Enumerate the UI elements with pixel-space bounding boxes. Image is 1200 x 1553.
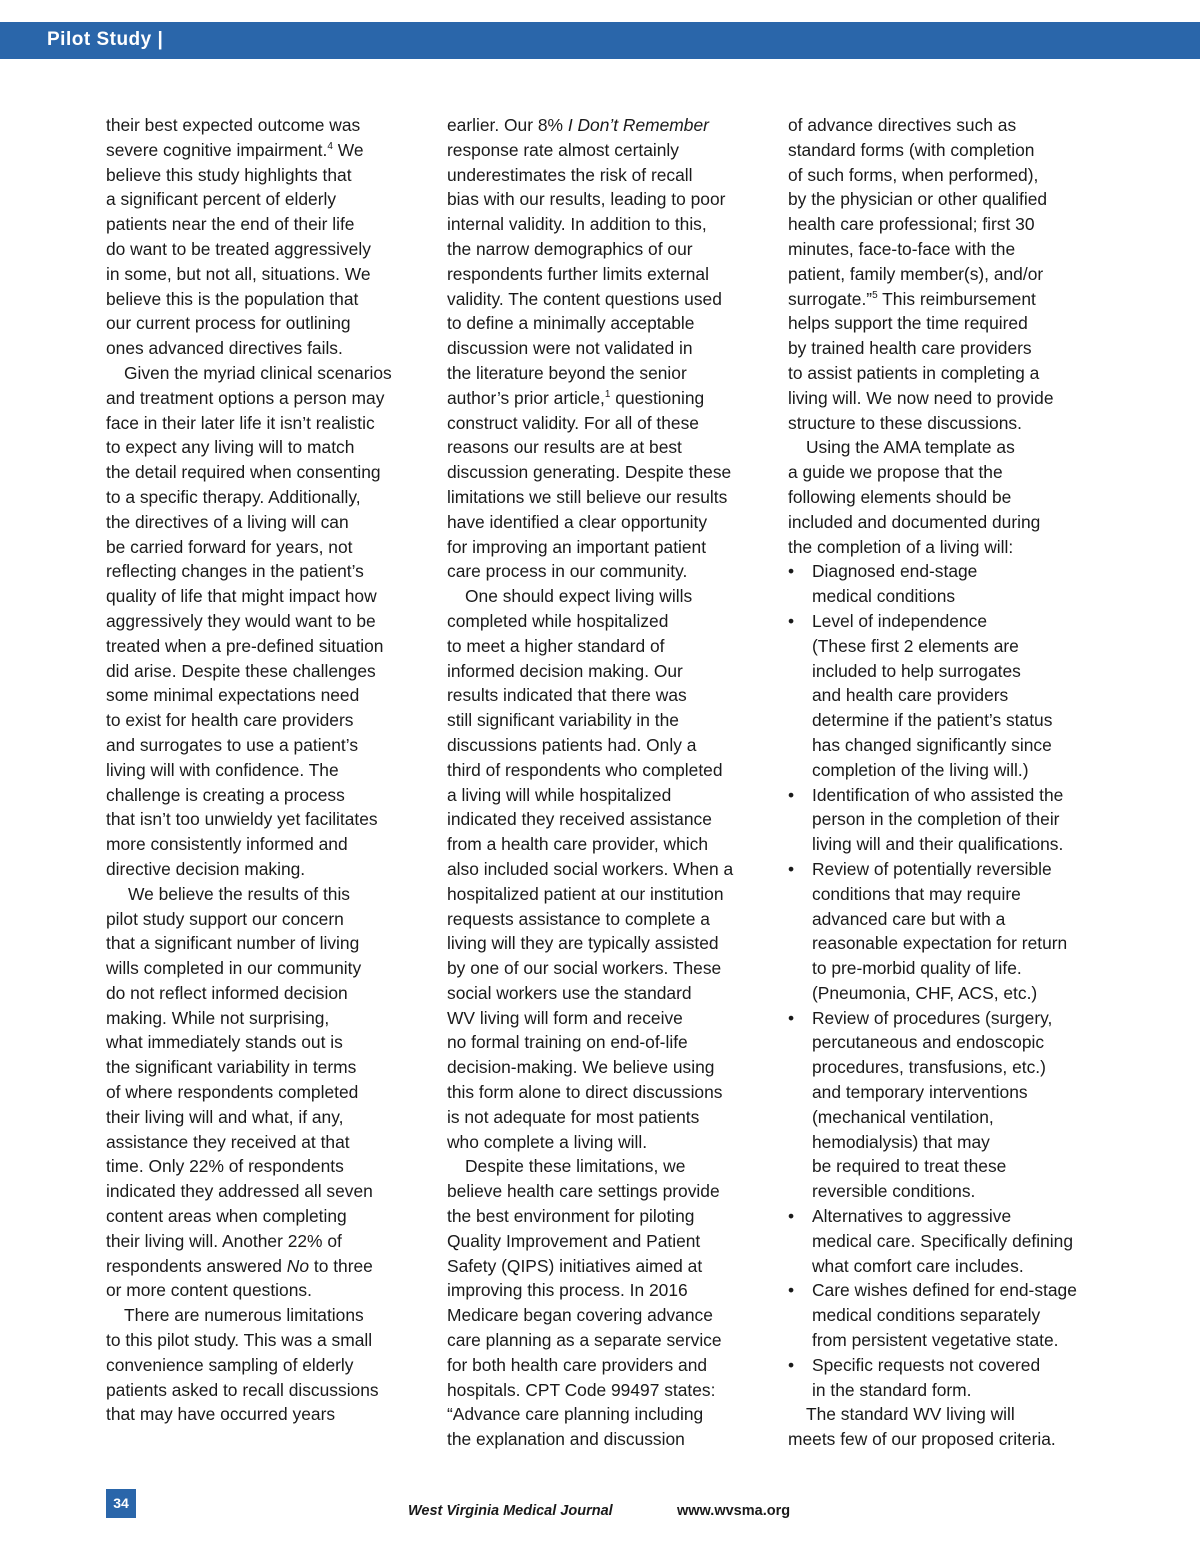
list-item: [788, 1006, 1100, 1204]
text-line: (mechanical ventilation,: [812, 1106, 994, 1127]
text-line: also included social workers. When a: [447, 858, 734, 879]
text-line: respondents further limits external: [447, 263, 709, 284]
text-line: in the standard form.: [812, 1379, 972, 1400]
text-line: some minimal expectations need: [106, 685, 360, 706]
text-line: the directives of a living will can: [106, 511, 349, 532]
text-line: their living will and what, if any,: [106, 1106, 344, 1127]
text-line: discussion generating. Despite these: [447, 462, 732, 483]
text-line: a living will while hospitalized: [447, 784, 672, 805]
text-line: Quality Improvement and Patient: [447, 1230, 701, 1251]
text-line: by trained health care providers: [788, 338, 1032, 359]
paragraph: [447, 113, 759, 584]
criteria-list: [788, 559, 1100, 1402]
text-line: is not adequate for most patients: [447, 1106, 700, 1127]
header-bar: [0, 22, 1200, 59]
paragraph: [106, 1303, 418, 1427]
text-line: living will with confidence. The: [106, 759, 339, 780]
text-line: the significant variability in terms: [106, 1057, 357, 1078]
text-line: what immediately stands out is: [106, 1032, 343, 1053]
text-line: (Pneumonia, CHF, ACS, etc.): [812, 982, 1038, 1003]
text-line: meets few of our proposed criteria.: [788, 1429, 1056, 1450]
text-line: improving this process. In 2016: [447, 1280, 688, 1301]
text-line: The standard WV living will: [806, 1404, 1015, 1425]
text-line: has changed significantly since: [812, 734, 1052, 755]
text-line: hospitals. CPT Code 99497 states:: [447, 1379, 716, 1400]
text-line: underestimates the risk of recall: [447, 164, 693, 185]
text-line: minutes, face-to-face with the: [788, 238, 1016, 259]
text-line: conditions that may require: [812, 883, 1021, 904]
bullet-icon: •: [788, 1280, 795, 1301]
list-item: [788, 1353, 1100, 1403]
text-line: indicated they addressed all seven: [106, 1181, 373, 1202]
text-line: Despite these limitations, we: [465, 1156, 686, 1177]
italic-term: I Don’t Remember: [567, 115, 709, 135]
text-line: requests assistance to complete a: [447, 908, 710, 929]
text-line: for both health care providers and: [447, 1354, 708, 1375]
text-line: more consistently informed and: [106, 834, 348, 855]
text-line: this form alone to direct discussions: [447, 1082, 723, 1103]
text-line: have identified a clear opportunity: [447, 511, 708, 532]
text-line: construct validity. For all of these: [447, 412, 699, 433]
text-line: following elements should be: [788, 486, 1012, 507]
list-item: [788, 1204, 1100, 1278]
text-line: quality of life that might impact how: [106, 586, 377, 607]
text-line: reasonable expectation for return: [812, 933, 1068, 954]
text-line: decision-making. We believe using: [447, 1057, 715, 1078]
list-item: [788, 609, 1100, 783]
text-line: Medicare began covering advance: [447, 1305, 713, 1326]
text-line: response rate almost certainly: [447, 139, 679, 160]
text-line: the best environment for piloting: [447, 1206, 695, 1227]
text-line: Given the myriad clinical scenarios: [124, 362, 392, 383]
paragraph: [447, 1154, 759, 1452]
list-item: [788, 783, 1100, 857]
text-line: determine if the patient’s status: [812, 710, 1053, 731]
text-line: Safety (QIPS) initiatives aimed at: [447, 1255, 703, 1276]
text-line: to this pilot study. This was a small: [106, 1330, 373, 1351]
text-line: to expect any living will to match: [106, 437, 355, 458]
text-line: reasons our results are at best: [447, 437, 682, 458]
text-line: living will they are typically assisted: [447, 933, 719, 954]
text-line: by one of our social workers. These: [447, 958, 722, 979]
text-line: Care wishes defined for end-stage: [812, 1280, 1077, 1301]
text-line: discussion were not validated in: [447, 338, 693, 359]
text-line: informed decision making. Our: [447, 660, 683, 681]
text-line: standard forms (with completion: [788, 139, 1035, 160]
text-line: Review of potentially reversible: [812, 858, 1052, 879]
text-line: procedures, transfusions, etc.): [812, 1057, 1046, 1078]
italic-term: No: [286, 1255, 310, 1276]
text-line: the detail required when consenting: [106, 462, 381, 483]
bullet-icon: •: [788, 1354, 795, 1375]
text-line: health care professional; first 30: [788, 214, 1035, 235]
list-item: [788, 857, 1100, 1006]
text-line: pilot study support our concern: [106, 908, 344, 929]
text-line: believe health care settings provide: [447, 1181, 720, 1202]
bullet-icon: •: [788, 561, 795, 582]
text-line: do want to be treated aggressively: [106, 238, 371, 259]
paragraph: [106, 113, 418, 361]
text-line: and surrogates to use a patient’s: [106, 734, 359, 755]
text-line: Identification of who assisted the: [812, 784, 1064, 805]
text-line: be required to treat these: [812, 1156, 1007, 1177]
text-line: WV living will form and receive: [447, 1007, 683, 1028]
text-line: the explanation and discussion: [447, 1429, 685, 1450]
text-line: percutaneous and endoscopic: [812, 1032, 1045, 1053]
text-line: person in the completion of their: [812, 809, 1060, 830]
text-line: reflecting changes in the patient’s: [106, 561, 364, 582]
text-line: Level of independence: [812, 610, 988, 631]
text-line: to pre-morbid quality of life.: [812, 958, 1022, 979]
text-line: “Advance care planning including: [447, 1404, 704, 1425]
text-line: for improving an important patient: [447, 536, 707, 557]
paragraph: [106, 361, 418, 882]
text-line: included and documented during: [788, 511, 1041, 532]
text-line: from a health care provider, which: [447, 834, 708, 855]
text-line: ones advanced directives fails.: [106, 338, 343, 359]
text-line: to define a minimally acceptable: [447, 313, 695, 334]
text-line: the narrow demographics of our: [447, 238, 693, 259]
text-line: our current process for outlining: [106, 313, 351, 334]
text-line: and temporary interventions: [812, 1082, 1028, 1103]
text-line: living will and their qualifications.: [812, 834, 1064, 855]
text-line: and treatment options a person may: [106, 387, 385, 408]
text-line: from persistent vegetative state.: [812, 1330, 1059, 1351]
text-line: content areas when completing: [106, 1206, 347, 1227]
text-line: Using the AMA template as: [806, 437, 1015, 458]
text-line: earlier. Our 8% I Don’t Remember: [447, 115, 709, 135]
text-line: of where respondents completed: [106, 1082, 359, 1103]
column-2: [447, 113, 759, 1452]
journal-name: West Virginia Medical Journal: [408, 1503, 613, 1519]
text-line: treated when a pre-defined situation: [106, 635, 384, 656]
text-line: to a specific therapy. Additionally,: [106, 486, 361, 507]
text-line: believe this is the population that: [106, 288, 359, 309]
text-line: challenge is creating a process: [106, 784, 345, 805]
text-line: (These first 2 elements are: [812, 635, 1019, 656]
website-url: www.wvsma.org: [677, 1503, 791, 1519]
text-line: that a significant number of living: [106, 933, 360, 954]
text-line: bias with our results, leading to poor: [447, 189, 726, 210]
text-line: and health care providers: [812, 685, 1009, 706]
bullet-icon: •: [788, 858, 795, 879]
text-line: hospitalized patient at our institution: [447, 883, 724, 904]
text-line: One should expect living wills: [465, 586, 693, 607]
bullet-icon: •: [788, 1206, 795, 1227]
text-line: advanced care but with a: [812, 908, 1006, 929]
text-line: still significant variability in the: [447, 710, 679, 731]
text-line: a significant percent of elderly: [106, 189, 337, 210]
text-line: convenience sampling of elderly: [106, 1354, 354, 1375]
text-line: limitations we still believe our results: [447, 486, 728, 507]
paragraph: [106, 882, 418, 1304]
bullet-icon: •: [788, 784, 795, 805]
text-line: medical care. Specifically defining: [812, 1230, 1073, 1251]
text-line: to exist for health care providers: [106, 710, 354, 731]
text-line: the literature beyond the senior: [447, 362, 687, 383]
text-line: severe cognitive impairment.$^4$ We: [106, 139, 364, 160]
text-line: the completion of a living will:: [788, 536, 1014, 557]
text-line: a guide we propose that the: [788, 462, 1003, 483]
text-line: face in their later life it isn’t realistic: [106, 412, 375, 433]
text-line: Review of procedures (surgery,: [812, 1007, 1053, 1028]
text-line: or more content questions.: [106, 1280, 312, 1301]
text-line: to meet a higher standard of: [447, 635, 665, 656]
text-line: care planning as a separate service: [447, 1330, 722, 1351]
text-line: structure to these discussions.: [788, 412, 1022, 433]
text-line: no formal training on end-of-life: [447, 1032, 688, 1053]
text-line: their best expected outcome was: [106, 115, 361, 135]
text-line: aggressively they would want to be: [106, 610, 376, 631]
text-line: to assist patients in completing a: [788, 362, 1040, 383]
list-item: [788, 559, 1100, 609]
paragraph: [788, 1402, 1100, 1452]
text-line: be carried forward for years, not: [106, 536, 353, 557]
text-line: by the physician or other qualified: [788, 189, 1048, 210]
text-line: patients near the end of their life: [106, 214, 355, 235]
text-line: We believe the results of this: [128, 883, 351, 904]
text-line: of advance directives such as: [788, 115, 1017, 135]
text-line: results indicated that there was: [447, 685, 687, 706]
text-line: patients asked to recall discussions: [106, 1379, 379, 1400]
text-line: medical conditions: [812, 586, 956, 607]
text-line: social workers use the standard: [447, 982, 692, 1003]
text-line: surrogate.”$^5$ This reimbursement: [788, 288, 1036, 309]
text-line: that may have occurred years: [106, 1404, 336, 1425]
text-line: reversible conditions.: [812, 1181, 976, 1202]
column-3: [788, 113, 1100, 1452]
text-line: included to help surrogates: [812, 660, 1021, 681]
text-line: in some, but not all, situations. We: [106, 263, 371, 284]
text-line: did arise. Despite these challenges: [106, 660, 376, 681]
paragraph: [447, 584, 759, 1154]
text-line: Diagnosed end-stage: [812, 561, 978, 582]
text-line: living will. We now need to provide: [788, 387, 1054, 408]
text-line: completed while hospitalized: [447, 610, 669, 631]
text-line: Alternatives to aggressive: [812, 1206, 1012, 1227]
text-line: respondents answered No to three: [106, 1255, 373, 1276]
text-line: what comfort care includes.: [812, 1255, 1024, 1276]
text-line: wills completed in our community: [106, 958, 362, 979]
bullet-icon: •: [788, 1007, 795, 1028]
text-line: medical conditions separately: [812, 1305, 1041, 1326]
text-line: who complete a living will.: [447, 1131, 648, 1152]
text-line: internal validity. In addition to this,: [447, 214, 707, 235]
text-line: patient, family member(s), and/or: [788, 263, 1044, 284]
text-line: validity. The content questions used: [447, 288, 722, 309]
text-line: of such forms, when performed),: [788, 164, 1039, 185]
paragraph: [788, 113, 1100, 435]
citation: 1: [604, 388, 611, 400]
text-line: assistance they received at that: [106, 1131, 350, 1152]
text-line: author’s prior article,$^1$ questioning: [447, 387, 705, 408]
paragraph: [788, 435, 1100, 559]
bullet-icon: •: [788, 610, 795, 631]
section-title: Pilot Study |: [47, 29, 164, 50]
list-item: [788, 1278, 1100, 1352]
text-line: Specific requests not covered: [812, 1354, 1041, 1375]
text-line: completion of the living will.): [812, 759, 1029, 780]
page-number: 34: [106, 1489, 136, 1518]
text-line: third of respondents who completed: [447, 759, 723, 780]
text-line: their living will. Another 22% of: [106, 1230, 342, 1251]
text-line: discussions patients had. Only a: [447, 734, 697, 755]
text-line: making. While not surprising,: [106, 1007, 330, 1028]
text-line: care process in our community.: [447, 561, 688, 582]
text-line: helps support the time required: [788, 313, 1028, 334]
text-line: There are numerous limitations: [124, 1305, 364, 1326]
text-line: do not reflect informed decision: [106, 982, 348, 1003]
text-line: believe this study highlights that: [106, 164, 352, 185]
text-line: indicated they received assistance: [447, 809, 712, 830]
citation: 5: [872, 289, 878, 301]
text-line: hemodialysis) that may: [812, 1131, 990, 1152]
citation: 4: [327, 141, 333, 152]
text-line: that isn’t too unwieldy yet facilitates: [106, 809, 378, 830]
text-line: time. Only 22% of respondents: [106, 1156, 344, 1177]
column-1: [106, 113, 418, 1427]
text-line: directive decision making.: [106, 858, 306, 879]
